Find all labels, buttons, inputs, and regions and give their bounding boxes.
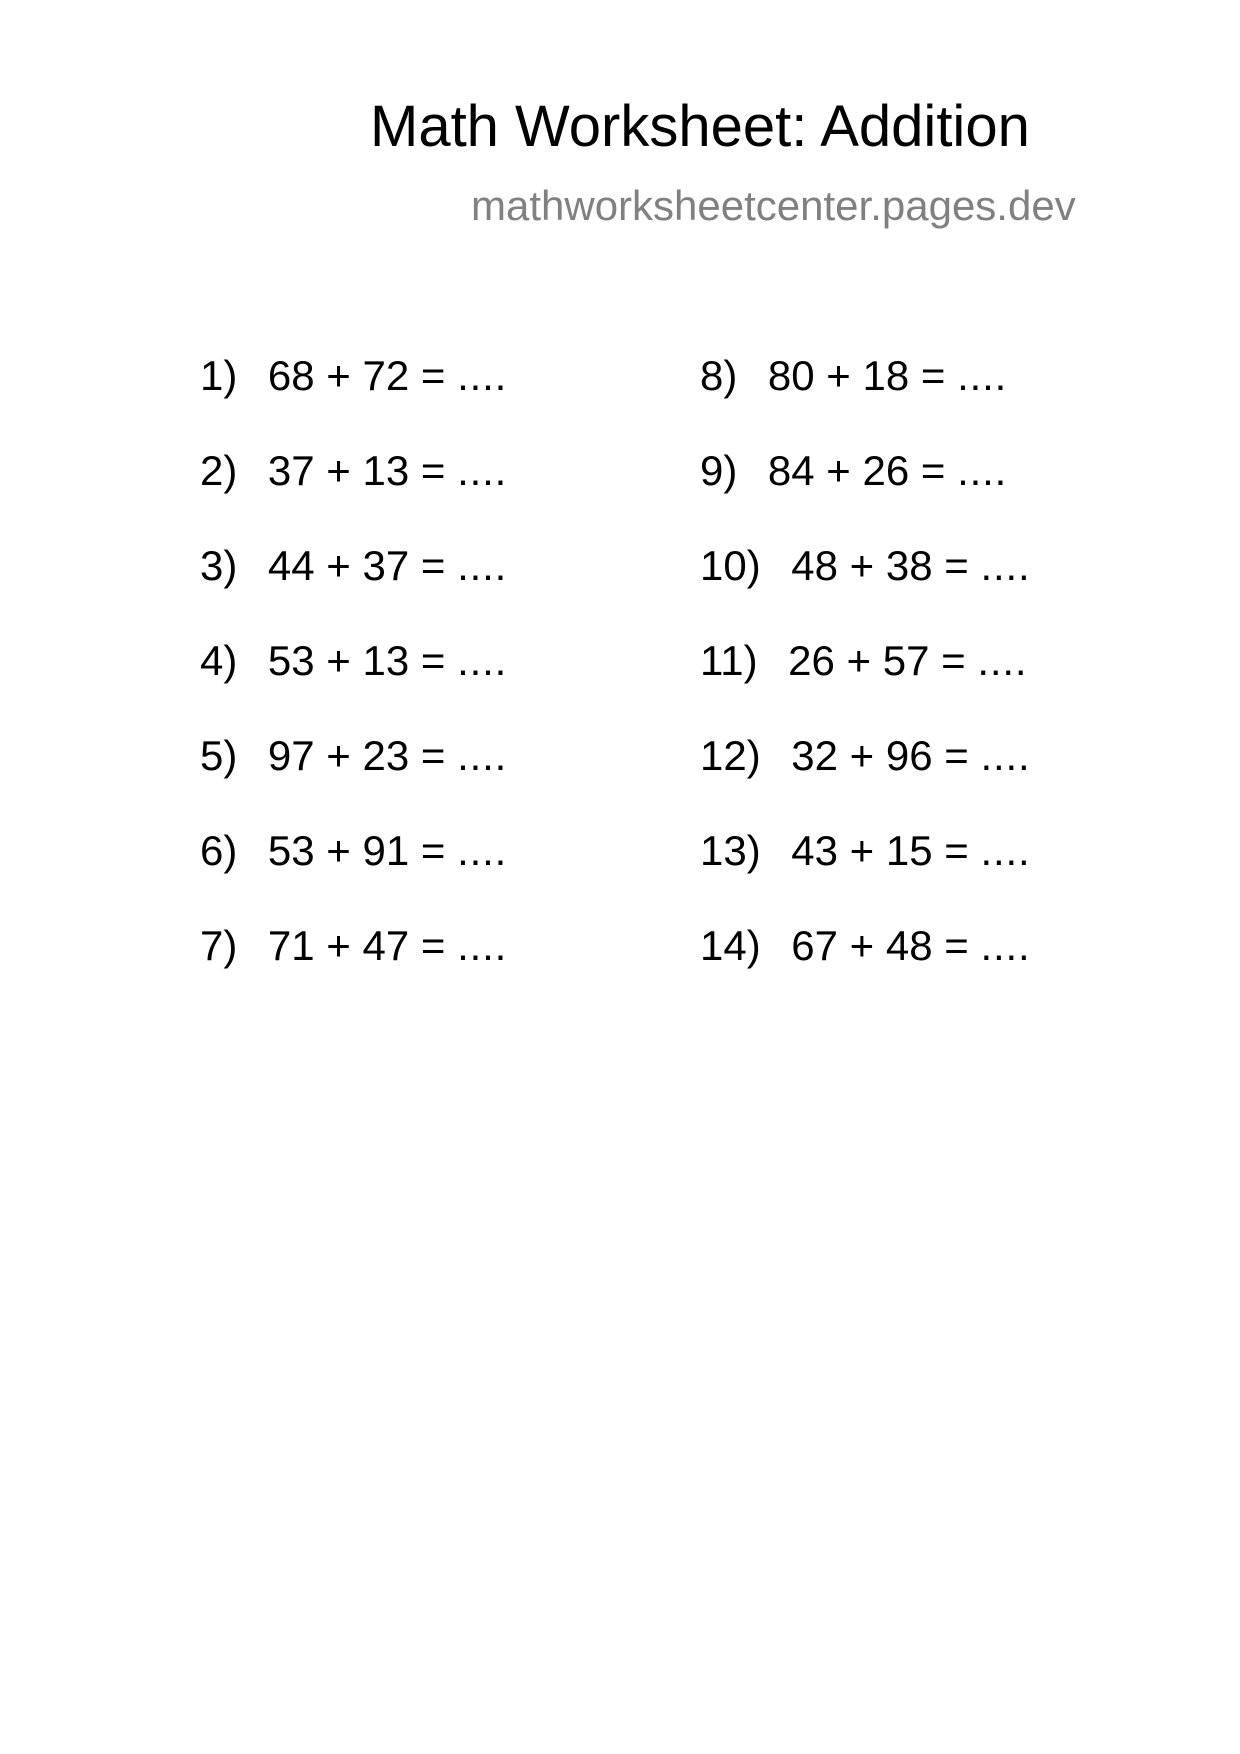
problem-number: 14) bbox=[700, 922, 761, 969]
problem-expression: 53 + 91 = bbox=[267, 827, 446, 874]
answer-blank: .... bbox=[980, 922, 1031, 969]
answer-blank: .... bbox=[957, 352, 1008, 399]
problem-item bbox=[200, 922, 508, 1020]
problem-expression: 68 + 72 = bbox=[267, 352, 446, 399]
problem-expression: 53 + 13 = bbox=[267, 637, 446, 684]
problem-expression: 48 + 38 = bbox=[791, 542, 969, 589]
problem-item bbox=[700, 922, 1031, 1020]
answer-blank: .... bbox=[457, 732, 508, 779]
problem-expression: 32 + 96 = bbox=[791, 732, 969, 779]
answer-blank: .... bbox=[457, 922, 508, 969]
problem-item bbox=[700, 827, 1031, 925]
problem-number: 2) bbox=[200, 447, 238, 494]
worksheet-title: Math Worksheet: Addition bbox=[370, 94, 1030, 159]
problem-expression: 44 + 37 = bbox=[267, 542, 446, 589]
problem-number: 8) bbox=[700, 352, 738, 399]
problem-item bbox=[700, 352, 1030, 450]
website-url: mathworksheetcenter.pages.dev bbox=[471, 182, 1076, 229]
problem-item bbox=[700, 732, 1031, 830]
problem-expression: 71 + 47 = bbox=[267, 922, 446, 969]
problem-item bbox=[700, 447, 1030, 545]
problem-expression: 97 + 23 = bbox=[267, 732, 446, 779]
problem-item bbox=[200, 827, 508, 925]
answer-blank: .... bbox=[980, 732, 1031, 779]
answer-blank: .... bbox=[980, 542, 1031, 589]
problem-expression: 84 + 26 = bbox=[767, 447, 946, 494]
problem-item bbox=[200, 637, 508, 735]
answer-blank: .... bbox=[980, 827, 1031, 874]
answer-blank: .... bbox=[457, 447, 508, 494]
problem-expression: 37 + 13 = bbox=[267, 447, 446, 494]
problem-number: 10) bbox=[700, 542, 761, 589]
problem-number: 6) bbox=[200, 827, 238, 874]
problem-number: 12) bbox=[700, 732, 761, 779]
problem-expression: 67 + 48 = bbox=[791, 922, 969, 969]
problem-number: 3) bbox=[200, 542, 238, 589]
problem-item bbox=[700, 637, 1030, 735]
problem-item bbox=[200, 352, 508, 450]
problem-number: 4) bbox=[200, 637, 238, 684]
problem-number: 9) bbox=[700, 447, 738, 494]
problem-item bbox=[700, 542, 1031, 640]
problem-number: 13) bbox=[700, 827, 761, 874]
problem-number: 5) bbox=[200, 732, 238, 779]
answer-blank: .... bbox=[957, 447, 1008, 494]
problem-number: 7) bbox=[200, 922, 238, 969]
answer-blank: .... bbox=[457, 352, 508, 399]
problem-item bbox=[200, 542, 508, 640]
problems-left-column bbox=[200, 352, 508, 1020]
problems-right-column bbox=[700, 352, 1031, 1020]
answer-blank: .... bbox=[977, 637, 1028, 684]
problem-number: 11) bbox=[700, 637, 758, 684]
problem-item bbox=[200, 732, 508, 830]
problem-expression: 43 + 15 = bbox=[791, 827, 969, 874]
answer-blank: .... bbox=[457, 827, 508, 874]
problem-number: 1) bbox=[200, 352, 238, 399]
problem-item bbox=[200, 447, 508, 545]
answer-blank: .... bbox=[457, 637, 508, 684]
answer-blank: .... bbox=[457, 542, 508, 589]
problem-expression: 80 + 18 = bbox=[767, 352, 946, 399]
problem-expression: 26 + 57 = bbox=[788, 637, 966, 684]
